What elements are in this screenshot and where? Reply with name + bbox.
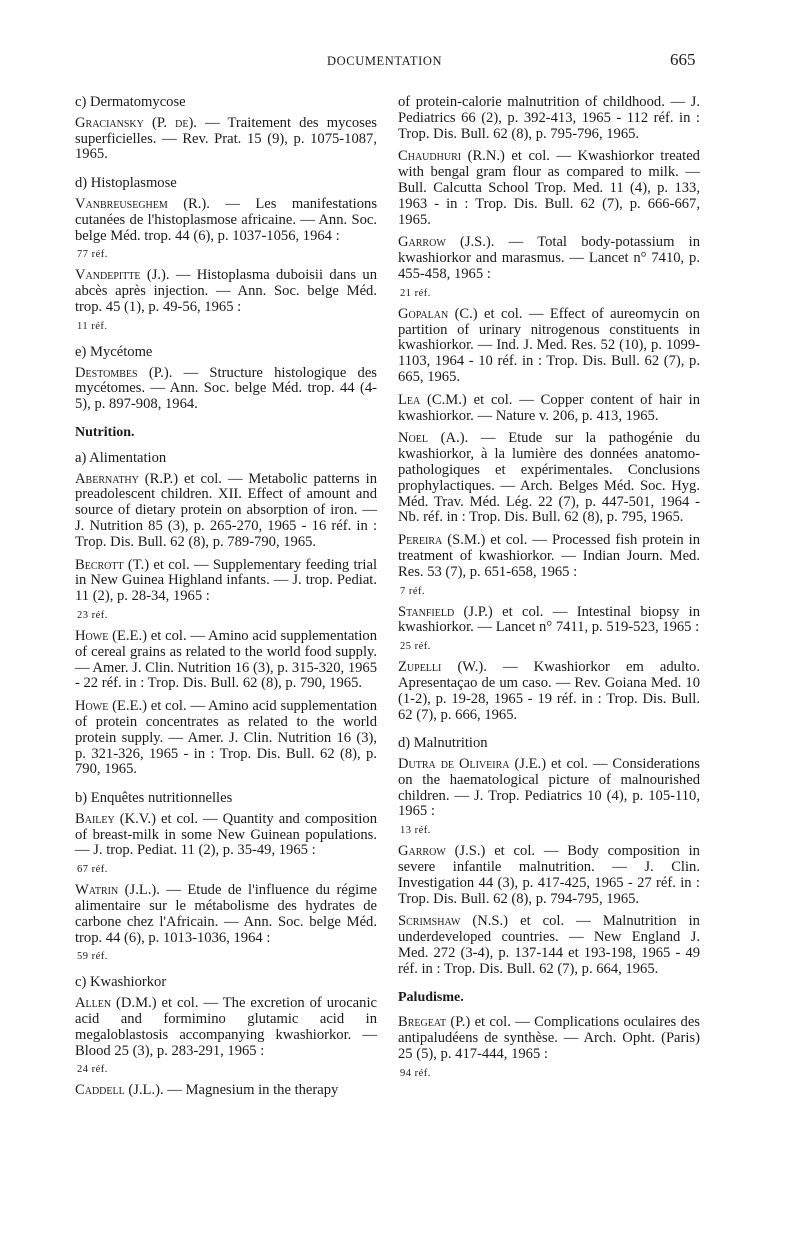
reference-count: 13 réf. [400,825,431,837]
bibliography-entry [75,883,377,946]
reference-count: 7 réf. [400,585,426,597]
bibliography-entry [75,812,377,859]
bibliography-entry [398,393,700,425]
entry-author: Vanbreuseghem (R.). [75,195,210,212]
entry-text: et col. — Considerations on the haematological picture of malnourished children. — J. Trop. Pediatrics 10 (4), p. 105-110, 1965 : [398,756,700,820]
bibliography-entry [75,197,377,244]
entry-author: Graciansky (P. de). [75,114,197,131]
entry-author: Stanfield (J.P.) [398,603,493,620]
section-heading: Paludisme. [398,989,464,1005]
entry-text: — Histoplasma duboisii dans un abcès après injection. — Ann. Soc. belge Méd. trop. 45 (1), p. 49-56, 1965 : [75,267,377,315]
entry-text: et col. — Supplementary feeding trial in New Guinea Highland infants. — J. trop. Pediat. 11 (2), p. 28-34, 1965 : [75,556,378,605]
entry-text: — Etude sur la pathogénie du kwashiorkor, à la lumière des données anatomo-pathologiques et expérimentales. Conclusions prophylactiques. — Arch. Belges Méd. Soc. Hyg. Méd. Trav. Méd. Lég. 22 (7), p. 447-501, 1964 - Nb. réf. in : Trop. Dis. Bull. 62 (8), p. 795, 1965. [398,430,701,526]
entry-text: et col. — Effect of aureomycin on partition of urinary nitrogenous constituents in kwashiorkor. — Ind. J. Med. Res. 52 (10), p. 1099-1103, 1964 - 10 réf. in : Trop. Dis. Bull. 62 (7), p. 665, 1965. [398,305,700,385]
right-column [398,95,700,1087]
entry-text: et col. — Copper content of hair in kwashiorkor. — Nature v. 206, p. 413, 1965. [398,391,701,424]
subsection-heading: c) Kwashiorkor [75,974,167,991]
reference-count: 25 réf. [400,641,431,653]
bibliography-entry [75,472,377,551]
entry-text: et col. — Intestinal biopsy in kwashiorkor. — Lancet n° 7411, p. 519-523, 1965 : [398,603,701,636]
reference-count: 21 réf. [400,287,431,299]
entry-author: Caddell (J.L.). [75,1082,164,1099]
page-number: 665 [670,50,696,69]
bibliography-entry [398,844,700,907]
entry-text: — Total body-potassium in kwashiorkor and marasmus. — Lancet n° 7410, p. 455-458, 1965 : [398,234,700,282]
entry-author: Becrott (T.) [75,556,150,573]
entry-continuation: of protein-calorie malnutrition of childhood. — J. Pediatrics 66 (2), p. 392-413, 1965 - 112 réf. in : Trop. Dis. Bull. 62 (8), p. 795-796, 1965. [398,94,700,142]
entry-author: Howe (E.E.) [75,698,147,715]
entry-text: et col. — Metabolic patterns in preadolescent children. XII. Effect of amount and source of dietary protein on absorption of iron. — J. Nutrition 85 (3), p. 265-270, 1965 - 16 réf. in : Trop. Dis. Bull. 62 (8), p. 789-790, 1965. [75,470,377,550]
entry-author: Abernathy (R.P.) [75,470,179,487]
entry-text: et col. — Kwashiorkor treated with bengal gram flour as compared to milk. — Bull. Calcutta School Trop. Med. 11 (4), p. 133, 1963 - in : Trop. Dis. Bull. 62 (7), p. 666-667, 1965. [398,148,700,228]
bibliography-entry [75,629,377,692]
entry-author: Chaudhuri (R.N.) [398,148,505,165]
subsection-heading: d) Malnutrition [398,735,488,752]
subsection-heading: b) Enquêtes nutritionnelles [75,790,233,807]
entry-author: Howe (E.E.) [75,627,147,644]
entry-author: Garrow (J.S.). [398,234,495,251]
page-header [0,50,800,74]
entry-text: — Traitement des mycoses superficielles. — Rev. Prat. 15 (9), p. 1075-1087, 1965. [75,114,377,163]
entry-text: et col. — Complications oculaires des antipaludéens de synthèse. — Arch. Opht. (Paris) 25 (5), p. 417-444, 1965 : [398,1014,700,1063]
entry-text: et col. — Body composition in severe infantile malnutrition. — J. Clin. Investigation 44 (3), p. 417-425, 1965 - 27 réf. in : Trop. Dis. Bull. 62 (8), p. 794-795, 1965. [398,843,700,907]
bibliography-entry [398,757,700,820]
section-heading: Nutrition. [75,424,135,440]
bibliography-entry [75,1083,377,1099]
entry-text: et col. — Amino acid supplementation of cereal grains as related to the world food supply. — Amer. J. Clin. Nutrition 16 (3), p. 315-320, 1965 - 22 réf. in : Trop. Dis. Bull. 62 (8), p. 790, 1965. [75,627,378,692]
reference-count: 11 réf. [77,320,108,332]
bibliography-entry [398,149,700,228]
entry-text: et col. — Malnutrition in underdeveloped countries. — New England J. Med. 272 (3-4), p. 137-144 et 193-198, 1965 - 49 réf. in : Trop. Dis. Bull. 62 (7), p. 664, 1965. [398,913,700,977]
subsection-heading: d) Histoplasmose [75,175,177,192]
entry-author: Bailey (K.V.) [75,810,156,827]
left-column [75,95,377,1106]
entry-text: et col. — The excretion of urocanic acid and formimino glutamic acid in megaloblastosis accompanying kwashiorkor. — Blood 25 (3), p. 283-291, 1965 : [75,995,377,1059]
subsection-heading: a) Alimentation [75,449,167,466]
reference-count: 24 réf. [77,1064,108,1076]
reference-count: 23 réf. [77,609,108,621]
entry-text: et col. — Amino acid supplementation of protein concentrates as related to the world protein supply. — Amer. J. Clin. Nutrition 16 (3), p. 321-326, 1965 - in : Trop. Dis. Bull. 62 (8), p. 790, 1965. [75,698,377,778]
bibliography-entry [75,366,377,413]
entry-author: Garrow (J.S.) [398,843,486,860]
bibliography-entry [398,660,700,723]
bibliography-entry [75,116,377,163]
entry-text: — Magnesium in the therapy [163,1082,339,1099]
bibliography-entry [75,558,377,605]
entry-author: Bregeat (P.) [398,1014,471,1031]
bibliography-entry [75,699,377,778]
bibliography-entry [398,914,700,977]
entry-author: Pereira (S.M.) [398,532,486,549]
bibliography-entry [398,605,700,637]
entry-author: Destombes (P.). [75,364,173,381]
entry-text: et col. — Processed fish protein in treatment of kwashiorkor. — Indian Journ. Med. Res. 53 (7), p. 651-658, 1965 : [398,532,700,580]
bibliography-entry [398,533,700,580]
bibliography-entry [398,431,700,526]
entry-author: Watrin (J.L.). [75,882,160,899]
bibliography-entry [398,235,700,282]
reference-count: 77 réf. [77,249,108,261]
reference-count: 94 réf. [400,1067,431,1079]
entry-text: et col. — Quantity and composition of breast-milk in some New Guinean populations. — J. trop. Pediat. 11 (2), p. 35-49, 1965 : [75,810,377,859]
entry-author: Lea (C.M.) [398,391,467,408]
bibliography-entry [75,996,377,1059]
entry-text: — Kwashiorkor em adulto. Apresentaçao de um caso. — Rev. Goiana Med. 10 (1-2), p. 19-28, 1965 - 19 réf. in : Trop. Dis. Bull. 62 (7), p. 666, 1965. [398,659,701,723]
entry-author: Scrimshaw (N.S.) [398,913,509,930]
bibliography-entry [398,307,700,386]
entry-author: Dutra de Oliveira (J.E.) [398,756,547,773]
reference-count: 67 réf. [77,864,108,876]
entry-author: Zupelli (W.). [398,659,487,676]
subsection-heading: e) Mycétome [75,343,153,360]
entry-text: — Les manifestations cutanées de l'histoplasmose africaine. — Ann. Soc. belge Méd. trop. 44 (6), p. 1037-1056, 1964 : [75,195,377,244]
bibliography-entry [75,268,377,315]
bibliography-entry [398,1015,700,1062]
entry-author: Vandepitte (J.). [75,267,170,284]
entry-author: Noel (A.). [398,430,469,447]
entry-author: Gopalan (C.) [398,305,478,322]
entry-text: — Structure histologique des mycétomes. — Ann. Soc. belge Méd. trop. 44 (4-5), p. 897-908, 1964. [75,364,377,413]
entry-author: Allen (D.M.) [75,995,157,1012]
running-head: DOCUMENTATION [327,54,443,68]
reference-count: 59 réf. [77,951,108,963]
subsection-heading: c) Dermatomycose [75,94,186,110]
entry-text: — Etude de l'influence du régime alimentaire sur le métabolisme des hydrates de carbone chez l'Africain. — Ann. Soc. belge Méd. trop. 44 (6), p. 1013-1036, 1964 : [75,882,378,946]
